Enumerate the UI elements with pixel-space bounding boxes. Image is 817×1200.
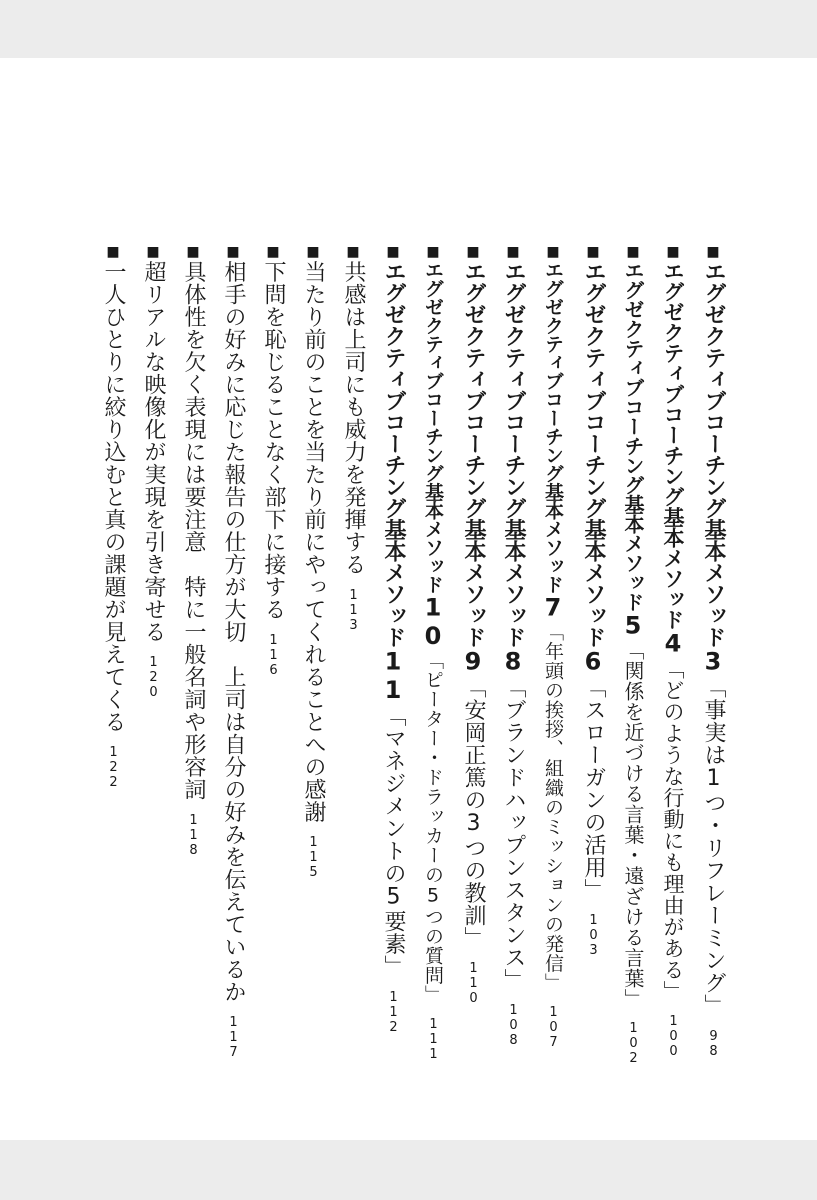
page-number: 122 bbox=[106, 745, 121, 790]
toc-entry[interactable] bbox=[98, 244, 128, 790]
page-number: 115 bbox=[306, 835, 321, 880]
page-number: 98 bbox=[706, 1028, 721, 1059]
method-number: 7 bbox=[539, 593, 567, 622]
toc-entry[interactable] bbox=[658, 244, 688, 1059]
method-number: 9 bbox=[459, 647, 487, 676]
toc-entry[interactable] bbox=[418, 244, 448, 1062]
bullet-icon: ■ bbox=[305, 244, 321, 261]
entry-title: 下問を恥じることなく部下に接する bbox=[261, 260, 286, 621]
entry-title: 具体性を欠く表現には要注意 特に一般名詞や形容詞 bbox=[181, 260, 206, 801]
page-number: 118 bbox=[186, 812, 201, 858]
entry-subtitle: 「マネジメントの5要素」 bbox=[381, 704, 406, 978]
entry-title: 相手の好みに応じた報告の仕方が大切 上司は自分の好みを伝えているか bbox=[221, 260, 246, 1003]
page-number: 112 bbox=[386, 989, 401, 1035]
page-number: 108 bbox=[506, 1003, 521, 1048]
entry-subtitle: 「年頭の挨拶、組織のミッションの発信」 bbox=[542, 622, 564, 993]
toc-entry[interactable] bbox=[498, 244, 528, 1048]
method-number: 6 bbox=[579, 647, 607, 676]
entry-title: エグゼクティブコーチング基本メソッド bbox=[501, 260, 526, 648]
toc-entry[interactable] bbox=[618, 244, 648, 1066]
toc-entry[interactable] bbox=[538, 244, 568, 1050]
bullet-icon: ■ bbox=[265, 244, 281, 261]
entry-subtitle: 「事実は1つ・リフレーミング」 bbox=[701, 676, 726, 1017]
bullet-icon: ■ bbox=[145, 244, 161, 261]
page-number: 102 bbox=[626, 1021, 641, 1066]
bullet-icon: ■ bbox=[625, 244, 641, 261]
entry-subtitle: 「安岡正篤の3つの教訓」 bbox=[461, 676, 486, 949]
page-number: 103 bbox=[586, 913, 601, 958]
entry-subtitle: 「ピーター・ドラッカーの5つの質問」 bbox=[422, 650, 444, 1005]
page-number: 100 bbox=[666, 1014, 681, 1059]
bullet-icon: ■ bbox=[185, 244, 201, 261]
method-number: 8 bbox=[499, 647, 527, 676]
entry-title: エグゼクティブコーチング基本メソッド bbox=[701, 260, 726, 648]
entry-subtitle: 「どのような行動にも理由がある」 bbox=[661, 658, 685, 1002]
bullet-icon: ■ bbox=[465, 244, 481, 261]
entry-title: エグゼクティブコーチング基本メソッド bbox=[461, 260, 486, 648]
entry-title: 一人ひとりに絞り込むと真の課題が見えてくる bbox=[101, 260, 126, 733]
entry-title: エグゼクティブコーチング基本メソッド bbox=[621, 260, 645, 612]
page-number: 120 bbox=[146, 655, 161, 700]
toc-entry[interactable] bbox=[298, 244, 328, 880]
bullet-icon: ■ bbox=[385, 244, 401, 261]
toc-entry[interactable] bbox=[458, 244, 488, 1006]
bullet-icon: ■ bbox=[545, 244, 561, 261]
bullet-icon: ■ bbox=[225, 244, 241, 261]
page-number: 113 bbox=[346, 587, 361, 633]
toc-entry[interactable] bbox=[698, 244, 728, 1059]
entry-title: 当たり前のことを当たり前にやってくれることへの感謝 bbox=[301, 260, 326, 823]
bullet-icon: ■ bbox=[345, 244, 361, 261]
toc-entry[interactable] bbox=[378, 244, 408, 1035]
entry-title: エグゼクティブコーチング基本メソッド bbox=[661, 260, 685, 630]
bullet-icon: ■ bbox=[705, 244, 721, 261]
bullet-icon: ■ bbox=[105, 244, 121, 261]
entry-subtitle: 「関係を近づける言葉・遠ざける言葉」 bbox=[621, 640, 645, 1009]
bullet-icon: ■ bbox=[665, 244, 681, 261]
entry-subtitle: 「スローガンの活用」 bbox=[581, 676, 606, 901]
toc-entry[interactable] bbox=[258, 244, 288, 678]
page-number: 117 bbox=[226, 1015, 241, 1060]
page-number: 111 bbox=[426, 1016, 441, 1062]
entry-title: エグゼクティブコーチング基本メソッド bbox=[542, 260, 564, 594]
bullet-icon: ■ bbox=[425, 244, 441, 261]
page-number: 110 bbox=[466, 961, 481, 1006]
method-number: 10 bbox=[419, 593, 447, 651]
toc-entry[interactable] bbox=[138, 244, 168, 700]
entry-title: エグゼクティブコーチング基本メソッド bbox=[381, 260, 406, 648]
method-number: 3 bbox=[699, 647, 727, 676]
toc-entry[interactable] bbox=[218, 244, 248, 1060]
entry-title: 超リアルな映像化が実現を引き寄せる bbox=[141, 260, 166, 643]
page-number: 116 bbox=[266, 632, 281, 678]
method-number: 11 bbox=[379, 647, 407, 705]
entry-title: 共感は上司にも威力を発揮する bbox=[341, 260, 366, 576]
toc-entry[interactable] bbox=[338, 244, 368, 633]
entry-subtitle: 「ブランドハップンスタンス」 bbox=[501, 676, 526, 991]
bullet-icon: ■ bbox=[505, 244, 521, 261]
entry-title: エグゼクティブコーチング基本メソッド bbox=[422, 260, 444, 594]
entry-title: エグゼクティブコーチング基本メソッド bbox=[581, 260, 606, 648]
page-number: 107 bbox=[546, 1004, 561, 1050]
bullet-icon: ■ bbox=[585, 244, 601, 261]
toc-entry[interactable] bbox=[178, 244, 208, 858]
toc-page bbox=[0, 58, 817, 1140]
method-number: 4 bbox=[659, 629, 687, 658]
method-number: 5 bbox=[619, 611, 647, 640]
toc-entry[interactable] bbox=[578, 244, 608, 958]
